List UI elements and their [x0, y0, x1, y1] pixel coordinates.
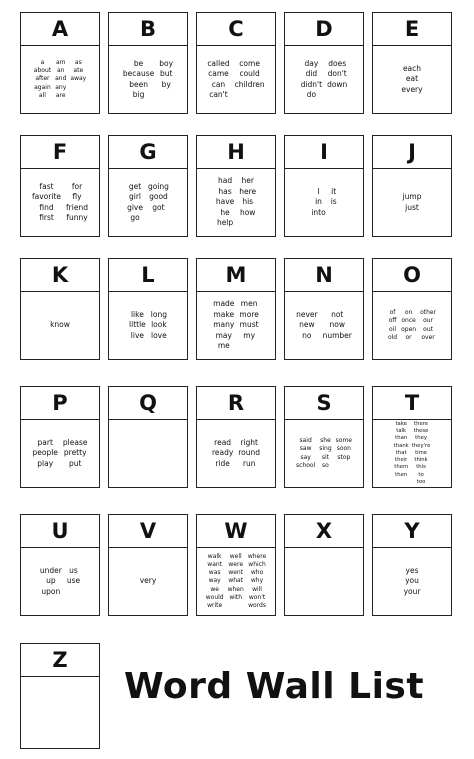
word: why [250, 577, 264, 585]
word: went [228, 569, 244, 577]
word: big [132, 90, 145, 99]
word: been [129, 79, 148, 89]
word: me [217, 341, 230, 351]
word-column [394, 421, 409, 486]
word-column [403, 192, 422, 213]
letter-card-w [196, 514, 276, 616]
word: other [420, 309, 437, 317]
word: got [152, 202, 165, 212]
word: some [335, 437, 352, 445]
word: many [213, 320, 235, 330]
word: first [39, 213, 54, 222]
letter-card-c [196, 12, 276, 114]
word: is [330, 197, 337, 207]
card-word-area [21, 677, 99, 748]
word: no [302, 330, 312, 340]
card-word-area [285, 292, 363, 359]
word: people [32, 448, 58, 458]
card-letter: O [373, 259, 451, 292]
card-letter: Q [109, 387, 187, 420]
word: there [414, 421, 429, 428]
card-letter: M [197, 259, 275, 292]
word: pretty [63, 448, 87, 458]
word: them [394, 464, 409, 471]
letter-card-p [20, 386, 100, 488]
word: children [234, 79, 265, 89]
card-letter: V [109, 515, 187, 548]
word: my [243, 330, 256, 340]
word: very [139, 576, 157, 586]
word: now [329, 320, 345, 330]
word: soon [336, 445, 351, 453]
word: he [220, 207, 230, 217]
card-letter: F [21, 136, 99, 169]
card-letter: J [373, 136, 451, 169]
word-column [238, 438, 260, 470]
word: called [207, 58, 230, 68]
word: came [208, 69, 229, 78]
letter-card-v [108, 514, 188, 616]
word: can't [209, 90, 228, 99]
word: open [401, 325, 417, 333]
word: funny [66, 213, 88, 222]
word: to [418, 471, 424, 478]
word: over [421, 333, 435, 341]
word: didn't [300, 79, 323, 89]
word: where [247, 552, 267, 560]
word: too [416, 478, 426, 485]
word: write [207, 602, 223, 609]
word: more [239, 309, 259, 319]
word: how [239, 207, 256, 217]
word: going [147, 181, 169, 191]
card-word-area [109, 548, 187, 615]
word: like [130, 309, 144, 319]
word: new [299, 320, 315, 330]
card-word-area [373, 420, 451, 487]
word: want [207, 560, 223, 568]
word-column [207, 59, 229, 101]
word: she [320, 437, 331, 445]
word: oil [389, 325, 397, 333]
word: never [296, 309, 318, 319]
word: a [40, 58, 45, 66]
card-letter: P [21, 387, 99, 420]
word-column [159, 59, 173, 101]
word: will [252, 585, 262, 593]
card-word-area [21, 292, 99, 359]
word-column [70, 59, 86, 100]
word: were [228, 560, 244, 568]
word-column [228, 553, 244, 610]
word: take [395, 421, 407, 428]
card-letter: K [21, 259, 99, 292]
word-column [323, 310, 352, 342]
letter-card-t [372, 386, 452, 488]
word: girl [129, 192, 142, 201]
card-letter: Z [21, 644, 99, 677]
card-word-area [285, 46, 363, 113]
word: you [405, 576, 419, 586]
word-column [129, 310, 146, 342]
letter-card-k [20, 258, 100, 360]
word: do [306, 90, 317, 99]
word: please [62, 437, 88, 447]
word-column [34, 59, 51, 100]
word: read [214, 437, 232, 447]
word: saw [299, 445, 312, 453]
word: I [317, 186, 320, 196]
word: away [70, 75, 87, 83]
word: made [213, 299, 235, 309]
word: sit [321, 453, 330, 461]
card-letter: L [109, 259, 187, 292]
letter-card-m [196, 258, 276, 360]
word-column [248, 553, 266, 610]
word-column [127, 182, 143, 224]
card-letter: X [285, 515, 363, 548]
letter-card-n [284, 258, 364, 360]
word: run [242, 458, 256, 468]
word-column [55, 59, 66, 100]
word-column [331, 187, 337, 219]
word-column [311, 187, 325, 219]
word-column [235, 59, 265, 101]
word-column [420, 309, 436, 342]
word-column [32, 438, 57, 470]
word: again [34, 83, 51, 91]
word: by [161, 79, 171, 89]
word-column [66, 182, 88, 224]
letter-card-o [372, 258, 452, 360]
word: once [401, 317, 416, 325]
word: these [413, 428, 429, 435]
word: little [129, 320, 146, 330]
card-word-area [197, 292, 275, 359]
word: was [208, 569, 221, 577]
word-column [327, 59, 347, 101]
card-word-area [21, 46, 99, 113]
word: after [35, 75, 50, 83]
word-column [239, 176, 256, 229]
word: fly [72, 192, 82, 201]
word: ready [211, 448, 234, 458]
word-column [239, 299, 258, 352]
word: upon [41, 586, 61, 596]
word: love [151, 330, 167, 340]
word: think [414, 457, 428, 464]
word: help [216, 218, 234, 228]
word: not [331, 309, 344, 319]
word: here [239, 186, 257, 196]
letter-card-a [20, 12, 100, 114]
word: any [55, 83, 67, 91]
word: what [228, 577, 244, 585]
word: us [69, 565, 78, 575]
word: so [322, 461, 329, 469]
letter-card-s [284, 386, 364, 488]
card-word-area [197, 169, 275, 236]
word: may [215, 330, 232, 340]
word: go [130, 213, 140, 222]
card-word-area [285, 548, 363, 615]
word: down [327, 79, 348, 89]
word: old [387, 333, 398, 341]
word: know [50, 320, 70, 330]
letter-card-e [372, 12, 452, 114]
word: then [395, 471, 408, 478]
card-word-area [109, 420, 187, 487]
word: school [296, 461, 316, 469]
word: out [423, 325, 433, 333]
word: up [46, 576, 56, 586]
card-word-area [21, 169, 99, 236]
word: sing [319, 445, 332, 453]
word: as [74, 58, 82, 66]
word: every [401, 84, 423, 94]
card-letter: N [285, 259, 363, 292]
card-letter: T [373, 387, 451, 420]
word-column [412, 421, 431, 486]
word: fast [39, 181, 54, 191]
card-word-area [373, 169, 451, 236]
word: come [239, 58, 260, 68]
word: number [322, 330, 352, 340]
word: just [405, 202, 419, 212]
word: his [242, 197, 254, 207]
word-column [50, 320, 70, 331]
card-letter: Y [373, 515, 451, 548]
word-column [67, 566, 80, 598]
word-column [206, 553, 224, 610]
word: in [315, 197, 322, 207]
word-column [319, 437, 331, 470]
word: they're [411, 442, 431, 449]
letter-card-l [108, 258, 188, 360]
word: yes [405, 565, 419, 575]
word-column [216, 176, 234, 229]
word: under [39, 565, 62, 575]
word: would [205, 593, 224, 601]
word: be [133, 58, 144, 68]
card-word-area [285, 169, 363, 236]
word: who [250, 569, 264, 577]
letter-card-z [20, 643, 100, 749]
word-column [212, 438, 233, 470]
letter-card-x [284, 514, 364, 616]
card-letter: A [21, 13, 99, 46]
word: must [239, 320, 259, 330]
word: round [238, 448, 261, 458]
word: make [213, 309, 235, 319]
word: of [389, 309, 396, 317]
word: your [403, 586, 421, 596]
word: find [39, 202, 54, 212]
letter-card-q [108, 386, 188, 488]
word: get [128, 181, 142, 191]
word: ate [73, 67, 84, 75]
card-word-area [21, 420, 99, 487]
word: long [150, 309, 167, 319]
word: am [55, 58, 66, 66]
word-column [401, 309, 416, 342]
word-column [388, 309, 397, 342]
word: say [300, 453, 311, 461]
word: men [240, 299, 258, 309]
word: talk [396, 428, 407, 435]
word: are [55, 91, 66, 99]
word: than [395, 435, 408, 442]
word: play [37, 458, 54, 468]
card-word-area [373, 46, 451, 113]
card-letter: W [197, 515, 275, 548]
word: give [127, 202, 143, 212]
word: into [311, 207, 326, 217]
word: because [122, 69, 155, 78]
word: ride [215, 458, 230, 468]
word: which [248, 560, 266, 568]
word: about [33, 67, 52, 75]
word: but [159, 69, 173, 78]
card-word-area [373, 292, 451, 359]
word: put [68, 458, 82, 468]
word: walk [207, 552, 222, 560]
word: for [71, 181, 83, 191]
word: have [215, 197, 235, 207]
word: favorite [32, 192, 62, 201]
card-letter: D [285, 13, 363, 46]
word: did [305, 69, 318, 78]
word: won't [248, 593, 266, 601]
word-column [404, 566, 421, 598]
word: time [415, 449, 428, 456]
word: good [149, 192, 168, 201]
word: it [331, 186, 337, 196]
word: each [402, 63, 422, 73]
letter-card-b [108, 12, 188, 114]
page-title: Word Wall List [124, 666, 425, 707]
card-word-area [21, 548, 99, 615]
word: they [415, 435, 427, 442]
word: day [304, 58, 319, 68]
card-letter: E [373, 13, 451, 46]
word: thank [393, 442, 409, 449]
word: when [227, 585, 244, 593]
word-column [401, 64, 422, 96]
word: our [423, 317, 434, 325]
letter-card-h [196, 135, 276, 237]
word: way [208, 577, 221, 585]
card-letter: S [285, 387, 363, 420]
card-letter: U [21, 515, 99, 548]
word-column [140, 576, 157, 587]
word: their [395, 457, 408, 464]
letter-card-j [372, 135, 452, 237]
letter-card-y [372, 514, 452, 616]
word-column [296, 310, 318, 342]
card-letter: R [197, 387, 275, 420]
card-letter: H [197, 136, 275, 169]
letter-card-f [20, 135, 100, 237]
card-word-area [197, 46, 275, 113]
word-column [148, 182, 169, 224]
word-column [336, 437, 352, 470]
card-word-area [197, 548, 275, 615]
word: look [151, 320, 167, 330]
word: had [217, 176, 233, 186]
word-column [301, 59, 322, 101]
word: with [229, 593, 243, 601]
card-word-area [109, 46, 187, 113]
word: has [218, 186, 232, 196]
word: well [229, 552, 242, 560]
word-column [213, 299, 234, 352]
word-column [296, 437, 315, 470]
word-column [123, 59, 154, 101]
word-column [40, 566, 62, 598]
letter-card-u [20, 514, 100, 616]
word: can [211, 79, 226, 89]
word: or [405, 333, 412, 341]
word: does [328, 58, 347, 68]
word: off [388, 317, 397, 325]
word: boy [159, 58, 174, 68]
card-word-area [109, 169, 187, 236]
word: could [239, 69, 260, 78]
word: all [38, 91, 46, 99]
card-letter: B [109, 13, 187, 46]
word: stop [337, 453, 351, 461]
word: on [404, 309, 413, 317]
word: and [55, 75, 67, 83]
card-letter: I [285, 136, 363, 169]
letter-card-r [196, 386, 276, 488]
letter-card-d [284, 12, 364, 114]
letter-card-i [284, 135, 364, 237]
word-column [63, 438, 88, 470]
word: jump [402, 192, 422, 201]
word: an [57, 67, 65, 75]
card-word-area [373, 548, 451, 615]
word: right [240, 437, 258, 447]
word: we [210, 585, 219, 593]
card-letter: G [109, 136, 187, 169]
word: part [37, 437, 53, 447]
word: don't [327, 69, 347, 78]
word: this [416, 464, 426, 471]
word-column [151, 310, 167, 342]
word: words [248, 602, 266, 609]
word: her [241, 176, 254, 186]
card-word-area [109, 292, 187, 359]
card-letter: C [197, 13, 275, 46]
word: use [66, 576, 81, 586]
word: said [299, 437, 312, 445]
word: that [395, 449, 407, 456]
card-word-area [197, 420, 275, 487]
word: eat [405, 74, 419, 84]
word: friend [66, 202, 88, 212]
word-column [32, 182, 61, 224]
word: live [130, 330, 145, 340]
card-word-area [285, 420, 363, 487]
letter-card-g [108, 135, 188, 237]
